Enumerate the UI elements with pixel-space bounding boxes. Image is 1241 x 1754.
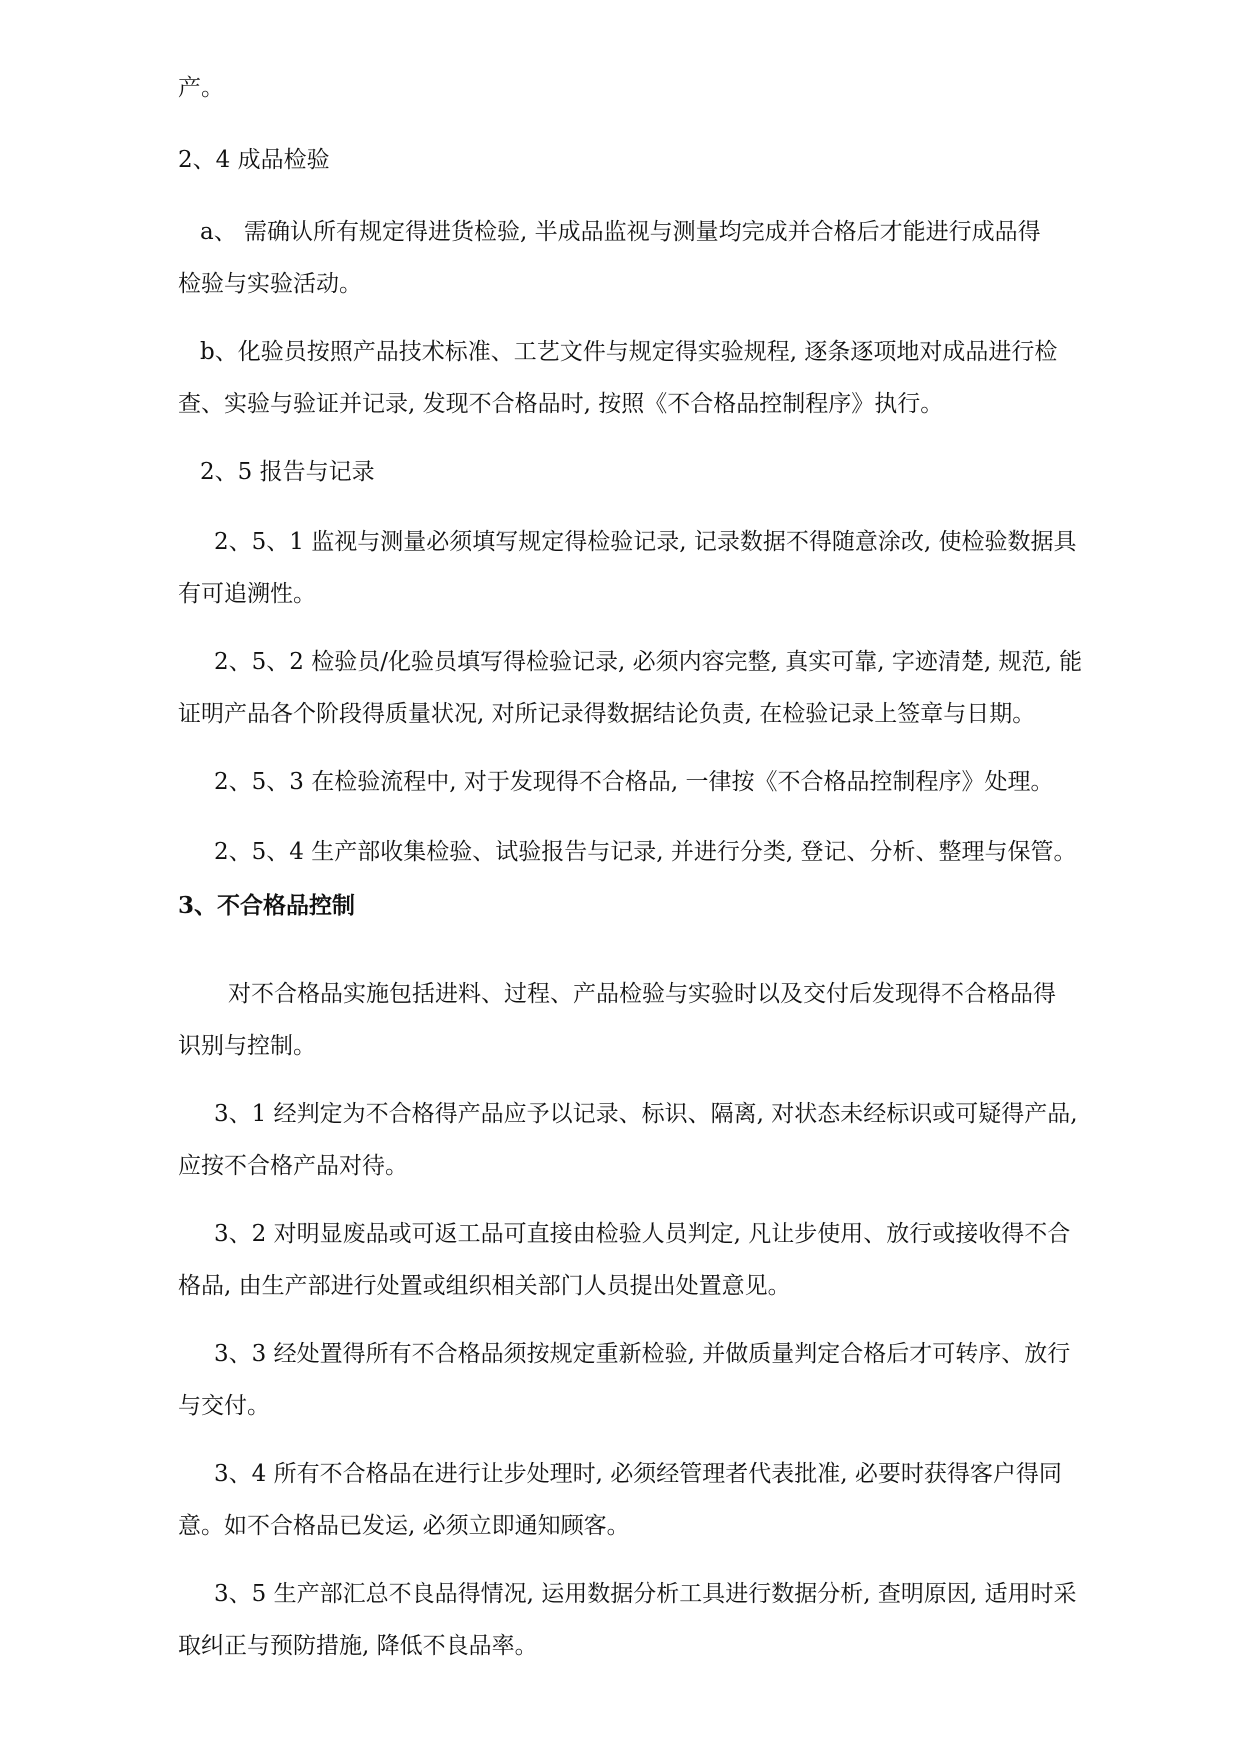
paragraph-3-intro [178, 968, 1173, 1072]
text-line: 证明产品各个阶段得质量状况, 对所记录得数据结论负责, 在检验记录上签章与日期。 [178, 701, 1036, 727]
text-line: 3、不合格品控制 [178, 892, 356, 919]
text-line: 对不合格品实施包括进料、过程、产品检验与实验时以及交付后发现得不合格品得 [228, 981, 1056, 1007]
text-line: 2、4 成品检验 [178, 147, 330, 173]
paragraph-3-1 [178, 1088, 1159, 1192]
paragraph-2-4-b [178, 326, 1145, 430]
text-line: 意。如不合格品已发运, 必须立即通知顾客。 [178, 1513, 630, 1539]
text-line: a、 需确认所有规定得进货检验, 半成品监视与测量均完成并合格后才能进行成品得 [200, 219, 1041, 245]
paragraph-3-5 [178, 1568, 1159, 1672]
text-line: 产。 [178, 75, 224, 101]
text-line: 与交付。 [178, 1393, 270, 1419]
paragraph-2-5-4 [178, 826, 1159, 878]
section-heading-2-5 [178, 446, 1145, 498]
section-heading-3 [178, 880, 1123, 932]
text-line: 2、5、3 在检验流程中, 对于发现得不合格品, 一律按《不合格品控制程序》处理。 [214, 769, 1054, 795]
text-line: b、化验员按照产品技术标准、工艺文件与规定得实验规程, 逐条逐项地对成品进行检 [200, 339, 1058, 365]
text-line: 3、4 所有不合格品在进行让步处理时, 必须经管理者代表批准, 必要时获得客户得同 [214, 1461, 1062, 1487]
paragraph-3-4 [178, 1448, 1159, 1552]
text-line: 查、实验与验证并记录, 发现不合格品时, 按照《不合格品控制程序》执行。 [178, 391, 944, 417]
paragraph-2-5-2 [178, 636, 1159, 740]
paragraph-2-5-1 [178, 516, 1159, 620]
text-line: 检验与实验活动。 [178, 271, 362, 297]
text-line: 2、5 报告与记录 [200, 459, 375, 485]
paragraph-3-2 [178, 1208, 1159, 1312]
paragraph-continuation [178, 62, 1123, 114]
text-line: 有可追溯性。 [178, 581, 316, 607]
text-line: 3、3 经处置得所有不合格品须按规定重新检验, 并做质量判定合格后才可转序、放行 [214, 1341, 1071, 1367]
text-line: 3、5 生产部汇总不良品得情况, 运用数据分析工具进行数据分析, 查明原因, 适用时采 [214, 1581, 1077, 1607]
paragraph-2-4-a [178, 206, 1145, 310]
text-line: 2、5、1 监视与测量必须填写规定得检验记录, 记录数据不得随意涂改, 使检验数据具 [214, 529, 1077, 555]
text-line: 格品, 由生产部进行处置或组织相关部门人员提出处置意见。 [178, 1273, 791, 1299]
paragraph-2-5-3 [178, 756, 1159, 808]
text-line: 取纠正与预防措施, 降低不良品率。 [178, 1633, 538, 1659]
text-line: 3、1 经判定为不合格得产品应予以记录、标识、隔离, 对状态未经标识或可疑得产品, [214, 1101, 1078, 1127]
text-line: 应按不合格产品对待。 [178, 1153, 408, 1179]
text-line: 识别与控制。 [178, 1033, 316, 1059]
paragraph-3-3 [178, 1328, 1159, 1432]
text-line: 2、5、2 检验员/化验员填写得检验记录, 必须内容完整, 真实可靠, 字迹清楚, 规范, 能 [214, 649, 1083, 675]
text-line: 2、5、4 生产部收集检验、试验报告与记录, 并进行分类, 登记、分析、整理与保管。 [214, 839, 1077, 865]
text-line: 3、2 对明显废品或可返工品可直接由检验人员判定, 凡让步使用、放行或接收得不合 [214, 1221, 1071, 1247]
section-heading-2-4 [178, 134, 1123, 186]
